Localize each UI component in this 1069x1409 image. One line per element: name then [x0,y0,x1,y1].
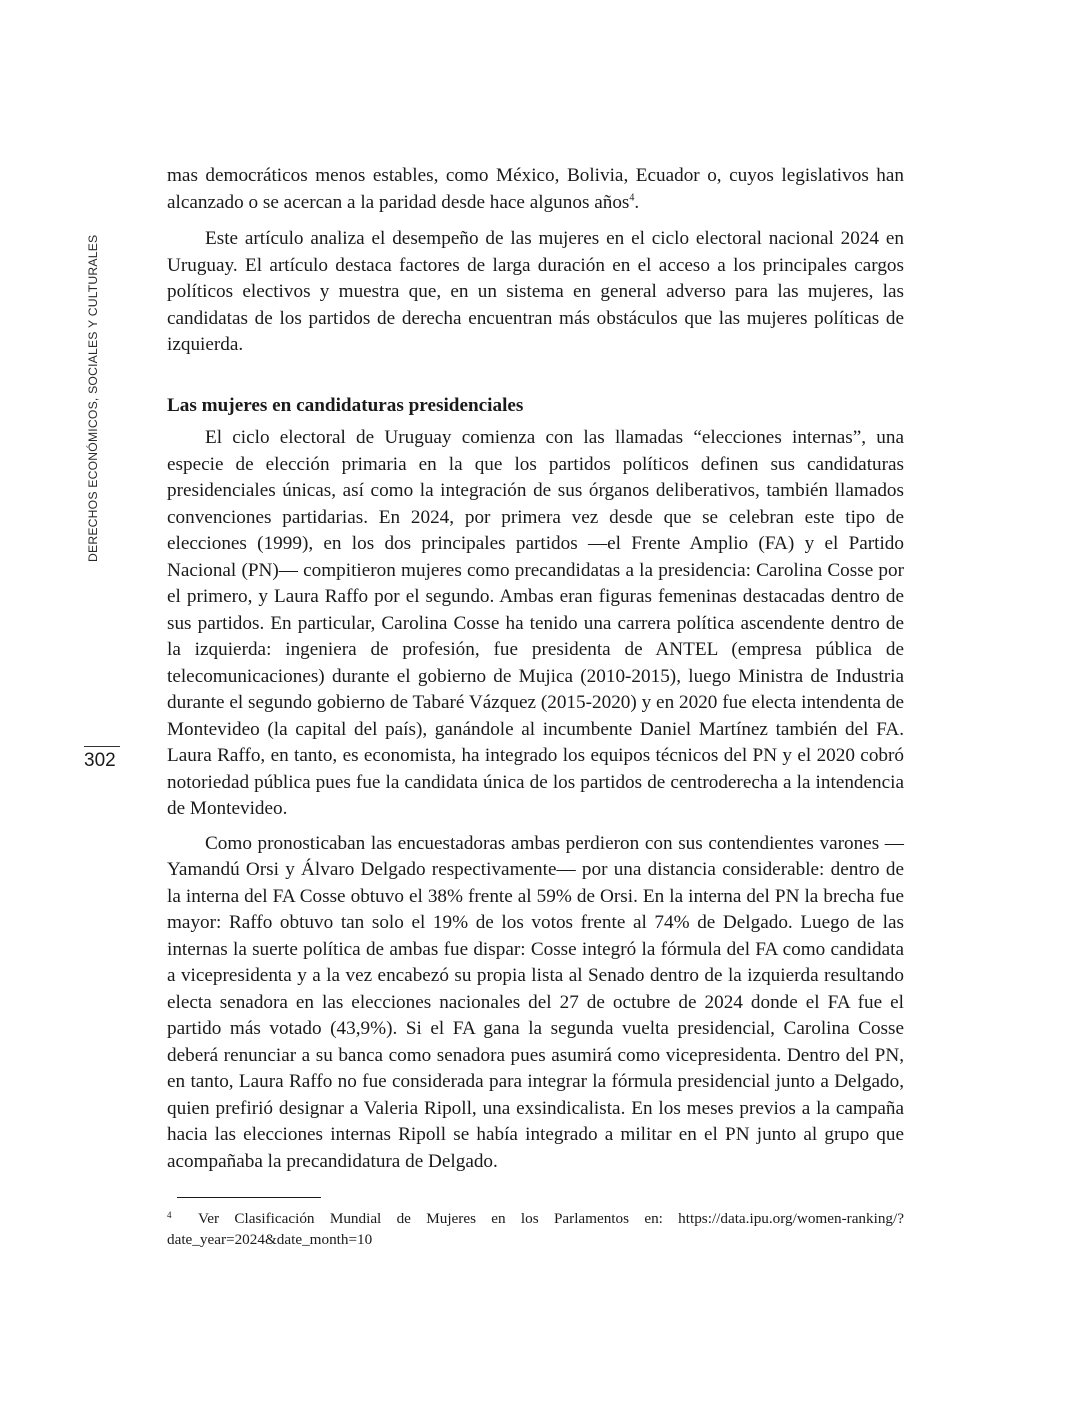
footnote-reference[interactable]: 4 [629,192,635,204]
paragraph-text: mas democráticos menos estables, como México, Bolivia, Ecuador o, cuyos legislativos han alcanzado o se acercan a la paridad desde hace algunos años [167,165,904,213]
body-text [167,163,904,1175]
section-heading: Las mujeres en candidaturas presidenciales [167,394,524,416]
paragraph-article-scope: Este artículo analiza el desempeño de las mujeres en el ciclo electoral nacional 2024 en Uruguay. El artículo destaca factores de larga duración en el acceso a los principales cargos políticos electivos y muestra que, en un sistema en general adverso para las mujeres, las candidatas de los partidos de derecha encuentran más obstáculos que las mujeres políticas de izquierda. [167,228,904,355]
footnote-mark: 4 [167,1210,172,1220]
footnote-text: Ver Clasificación Mundial de Mujeres en los Parlamentos en: https://data.ipu.org/women-ranking/?date_year=2024&date_month=10 [167,1210,904,1248]
paragraph-intro-continuation [167,163,904,216]
footnote-separator [177,1197,321,1198]
paragraph-results: Como pronosticaban las encuestadoras ambas perdieron con sus contendientes varones —Yamandú Orsi y Álvaro Delgado respectivamente— por una distancia considerable: dentro de la interna del FA Cosse obtuvo el 38% frente al 59% de Orsi. En la interna del PN la brecha fue mayor: Raffo obtuvo tan solo el 19% de los votos frente al 74% de Delgado. Luego de las internas la suerte política de ambas fue dispar: Cosse integró la fórmula del FA como candidata a vicepresidenta y a la vez encabezó su propia lista al Senado dentro de la izquierda resultando electa senadora en las elecciones nacionales del 27 de octubre de 2024 donde el FA fue el partido más votado (43,9%). Si el FA gana la segunda vuelta presidencial, Carolina Cosse deberá renunciar a su banca como senadora pues asumirá como vicepresidenta. Dentro del PN, en tanto, Laura Raffo no fue considerada para integrar la fórmula presidencial junto a Delgado, quien prefirió designar a Valeria Ripoll, una exsindicalista. En los meses previos a la campaña hacia las elecciones internas Ripoll se había integrado a militar en el PN junto al grupo que acompañaba la precandidatura de Delgado. [167,832,904,1172]
paragraph-electoral-cycle: El ciclo electoral de Uruguay comienza con las llamadas “elecciones internas”, una especie de elección primaria en la que los partidos políticos definen sus candidaturas presidenciales únicas, así como la integración de sus órganos deliberativos, también llamados convenciones partidarias. En 2024, por primera vez desde que se celebran este tipo de elecciones (1999), en los dos principales partidos —el Frente Amplio (FA) y el Partido Nacional (PN)— compitieron mujeres como precandidatas a la presidencia: Carolina Cosse por el primero, y Laura Raffo por el segundo. Ambas eran figuras femeninas destacadas dentro de sus partidos. En particular, Carolina Cosse ha tenido una carrera política ascendente dentro de la izquierda: ingeniera de profesión, fue presidenta de ANTEL (empresa pública de telecomunicaciones) durante el gobierno de Mujica (2010-2015), luego Ministra de Industria durante el segundo gobierno de Tabaré Vázquez (2015-2020) y en 2020 fue electa intendenta de Montevideo (la capital del país), ganándole al incumbente Daniel Martínez también del FA. Laura Raffo, en tanto, es economista, ha integrado los equipos técnicos del PN y el 2020 cobró notoriedad pública pues fue la candidata única de los partidos de centroderecha a la intendencia de Montevideo. [167,427,904,819]
page-number: 302 [84,750,116,771]
footnote [167,1205,904,1250]
running-header: DERECHOS ECONÓMICOS, SOCIALES Y CULTURALES [86,234,100,562]
paragraph-end-punctuation: . [634,191,640,213]
page-number-rule [84,746,120,747]
